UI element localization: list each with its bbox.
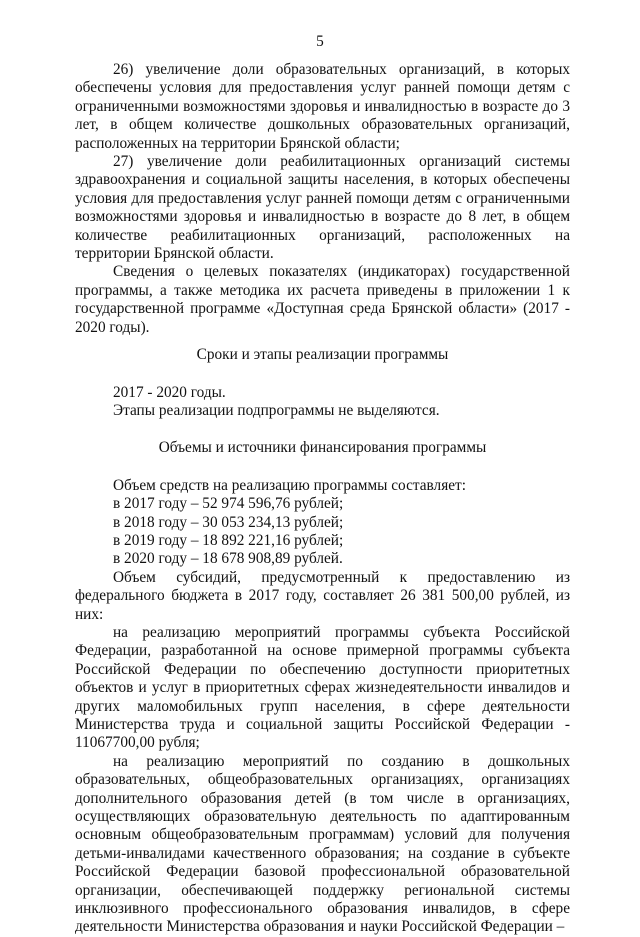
subsidy-paragraph: Объем субсидий, предусмотренный к предоставлению из федерального бюджета в 2017 году, составляет 26 381 500,00 рублей, из них: — [75, 568, 570, 623]
finance-2019: в 2019 году – 18 892 221,16 рублей; — [113, 531, 344, 549]
finance-2017: в 2017 году – 52 974 596,76 рублей; — [113, 495, 344, 513]
terms-years: 2017 - 2020 годы. — [113, 383, 226, 401]
finance-2020: в 2020 году – 18 678 908,89 рублей. — [113, 550, 343, 568]
document-body — [75, 61, 570, 937]
finance-2018: в 2018 году – 30 053 234,13 рублей; — [113, 513, 344, 531]
measure-education-paragraph: на реализацию мероприятий по созданию в дошкольных образовательных, общеобразовательных организациях, организациях дополнительного образования детей (в том числе в организациях, осуществляющих образовательную деятельность по адаптированным основным общеобразовательным программам) условий для получения детьми-инвалидами качественного образования; на создание в субъекте Российской Федерации базовой профессиональной образовательной организации, обеспечивающей поддержку региональной системы инклюзивного профессионального образования инвалидов, в сфере деятельности Министерства образования и науки Российской Федерации – — [75, 752, 570, 936]
terms-heading: Сроки и этапы реализации программы — [196, 346, 449, 364]
item-26-paragraph: 26) увеличение доли образовательных организаций, в которых обеспечены условия для предоставления услуг ранней помощи детям с ограниченными возможностями здоровья и инвалидностью в возрасте до 3 лет, в общем количестве дошкольных образовательных организаций, расположенных на территории Брянской области; — [75, 61, 570, 152]
finance-intro: Объем средств на реализацию программы составляет: — [113, 476, 466, 494]
measure-labor-paragraph: на реализацию мероприятий программы субъекта Российской Федерации, разработанной на основе примерной программы субъекта Российской Федерации по обеспечению доступности приоритетных объектов и услуг в приоритетных сферах жизнедеятельности инвалидов и других маломобильных групп населения, в сфере деятельности Министерства труда и социальной защиты Российской Федерации - 11067700,00 рубля; — [75, 623, 570, 752]
terms-stages: Этапы реализации подпрограммы не выделяются. — [113, 401, 440, 419]
finance-heading: Объемы и источники финансирования программы — [158, 439, 487, 457]
page-number: 5 — [316, 33, 324, 50]
indicators-paragraph: Сведения о целевых показателях (индикаторах) государственной программы, а также методика их расчета приведены в приложении 1 к государственной программе «Доступная среда Брянской области» (2017 - 2020 годы). — [75, 263, 570, 336]
item-27-paragraph: 27) увеличение доли реабилитационных организаций системы здравоохранения и социальной защиты населения, в которых обеспечены условия для предоставления услуг ранней помощи детям с ограниченными возможностями здоровья и инвалидностью в возрасте до 8 лет, в общем количестве реабилитационных организаций, расположенных на территории Брянской области. — [75, 153, 570, 263]
